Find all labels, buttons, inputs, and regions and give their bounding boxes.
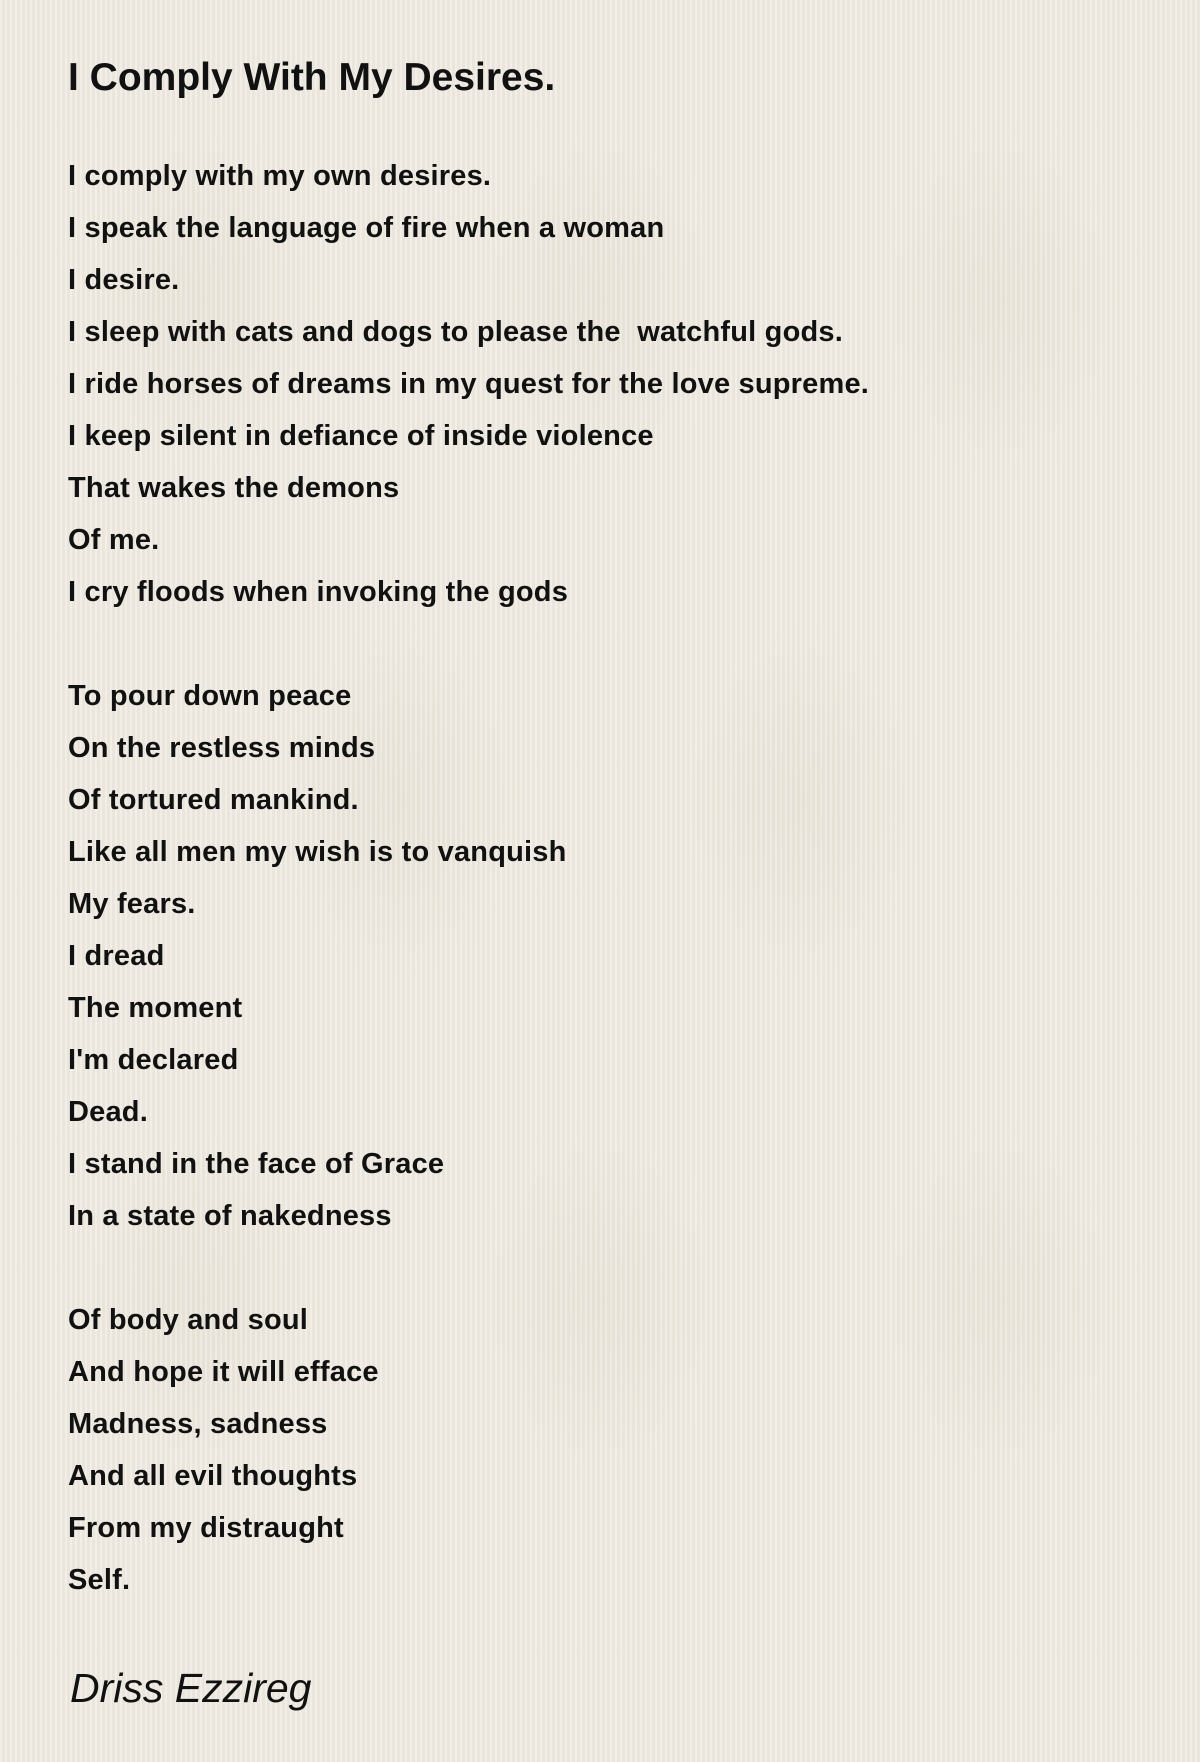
poem-line: To pour down peace — [68, 680, 352, 712]
poem-line: Like all men my wish is to vanquish — [68, 836, 567, 868]
poem-line: My fears. — [68, 888, 196, 920]
poem-line: Dead. — [68, 1096, 148, 1128]
poem-line: Madness, sadness — [68, 1408, 328, 1440]
poem-line: Of me. — [68, 524, 160, 556]
poem-line: The moment — [68, 992, 243, 1024]
poem-line: I ride horses of dreams in my quest for the love supreme. — [68, 368, 870, 400]
poem-body — [68, 150, 869, 1606]
poem-page — [68, 0, 1148, 1762]
poem-line: Of body and soul — [68, 1304, 309, 1336]
poem-line: I stand in the face of Grace — [68, 1148, 445, 1180]
poem-line: I cry floods when invoking the gods — [68, 576, 569, 608]
poem-line: I sleep with cats and dogs to please the watchful gods. — [68, 316, 843, 348]
poem-line: I speak the language of fire when a woman — [68, 212, 665, 244]
poem-line: And all evil thoughts — [68, 1460, 358, 1492]
poem-line: From my distraught — [68, 1512, 344, 1544]
poem-line: I desire. — [68, 264, 180, 296]
stanza-break — [68, 618, 869, 670]
stanza-break — [68, 1242, 869, 1294]
poem-line: That wakes the demons — [68, 472, 400, 504]
poem-line: On the restless minds — [68, 732, 376, 764]
poem-title: I Comply With My Desires. — [68, 56, 556, 99]
poem-line: I'm declared — [68, 1044, 239, 1076]
poem-line: In a state of nakedness — [68, 1200, 392, 1232]
poem-author: Driss Ezzireg — [70, 1665, 312, 1711]
poem-line: Of tortured mankind. — [68, 784, 359, 816]
poem-line: I dread — [68, 940, 165, 972]
poem-line: And hope it will efface — [68, 1356, 379, 1388]
poem-line: I keep silent in defiance of inside violence — [68, 420, 654, 452]
poem-line: I comply with my own desires. — [68, 160, 492, 192]
poem-line: Self. — [68, 1564, 131, 1596]
